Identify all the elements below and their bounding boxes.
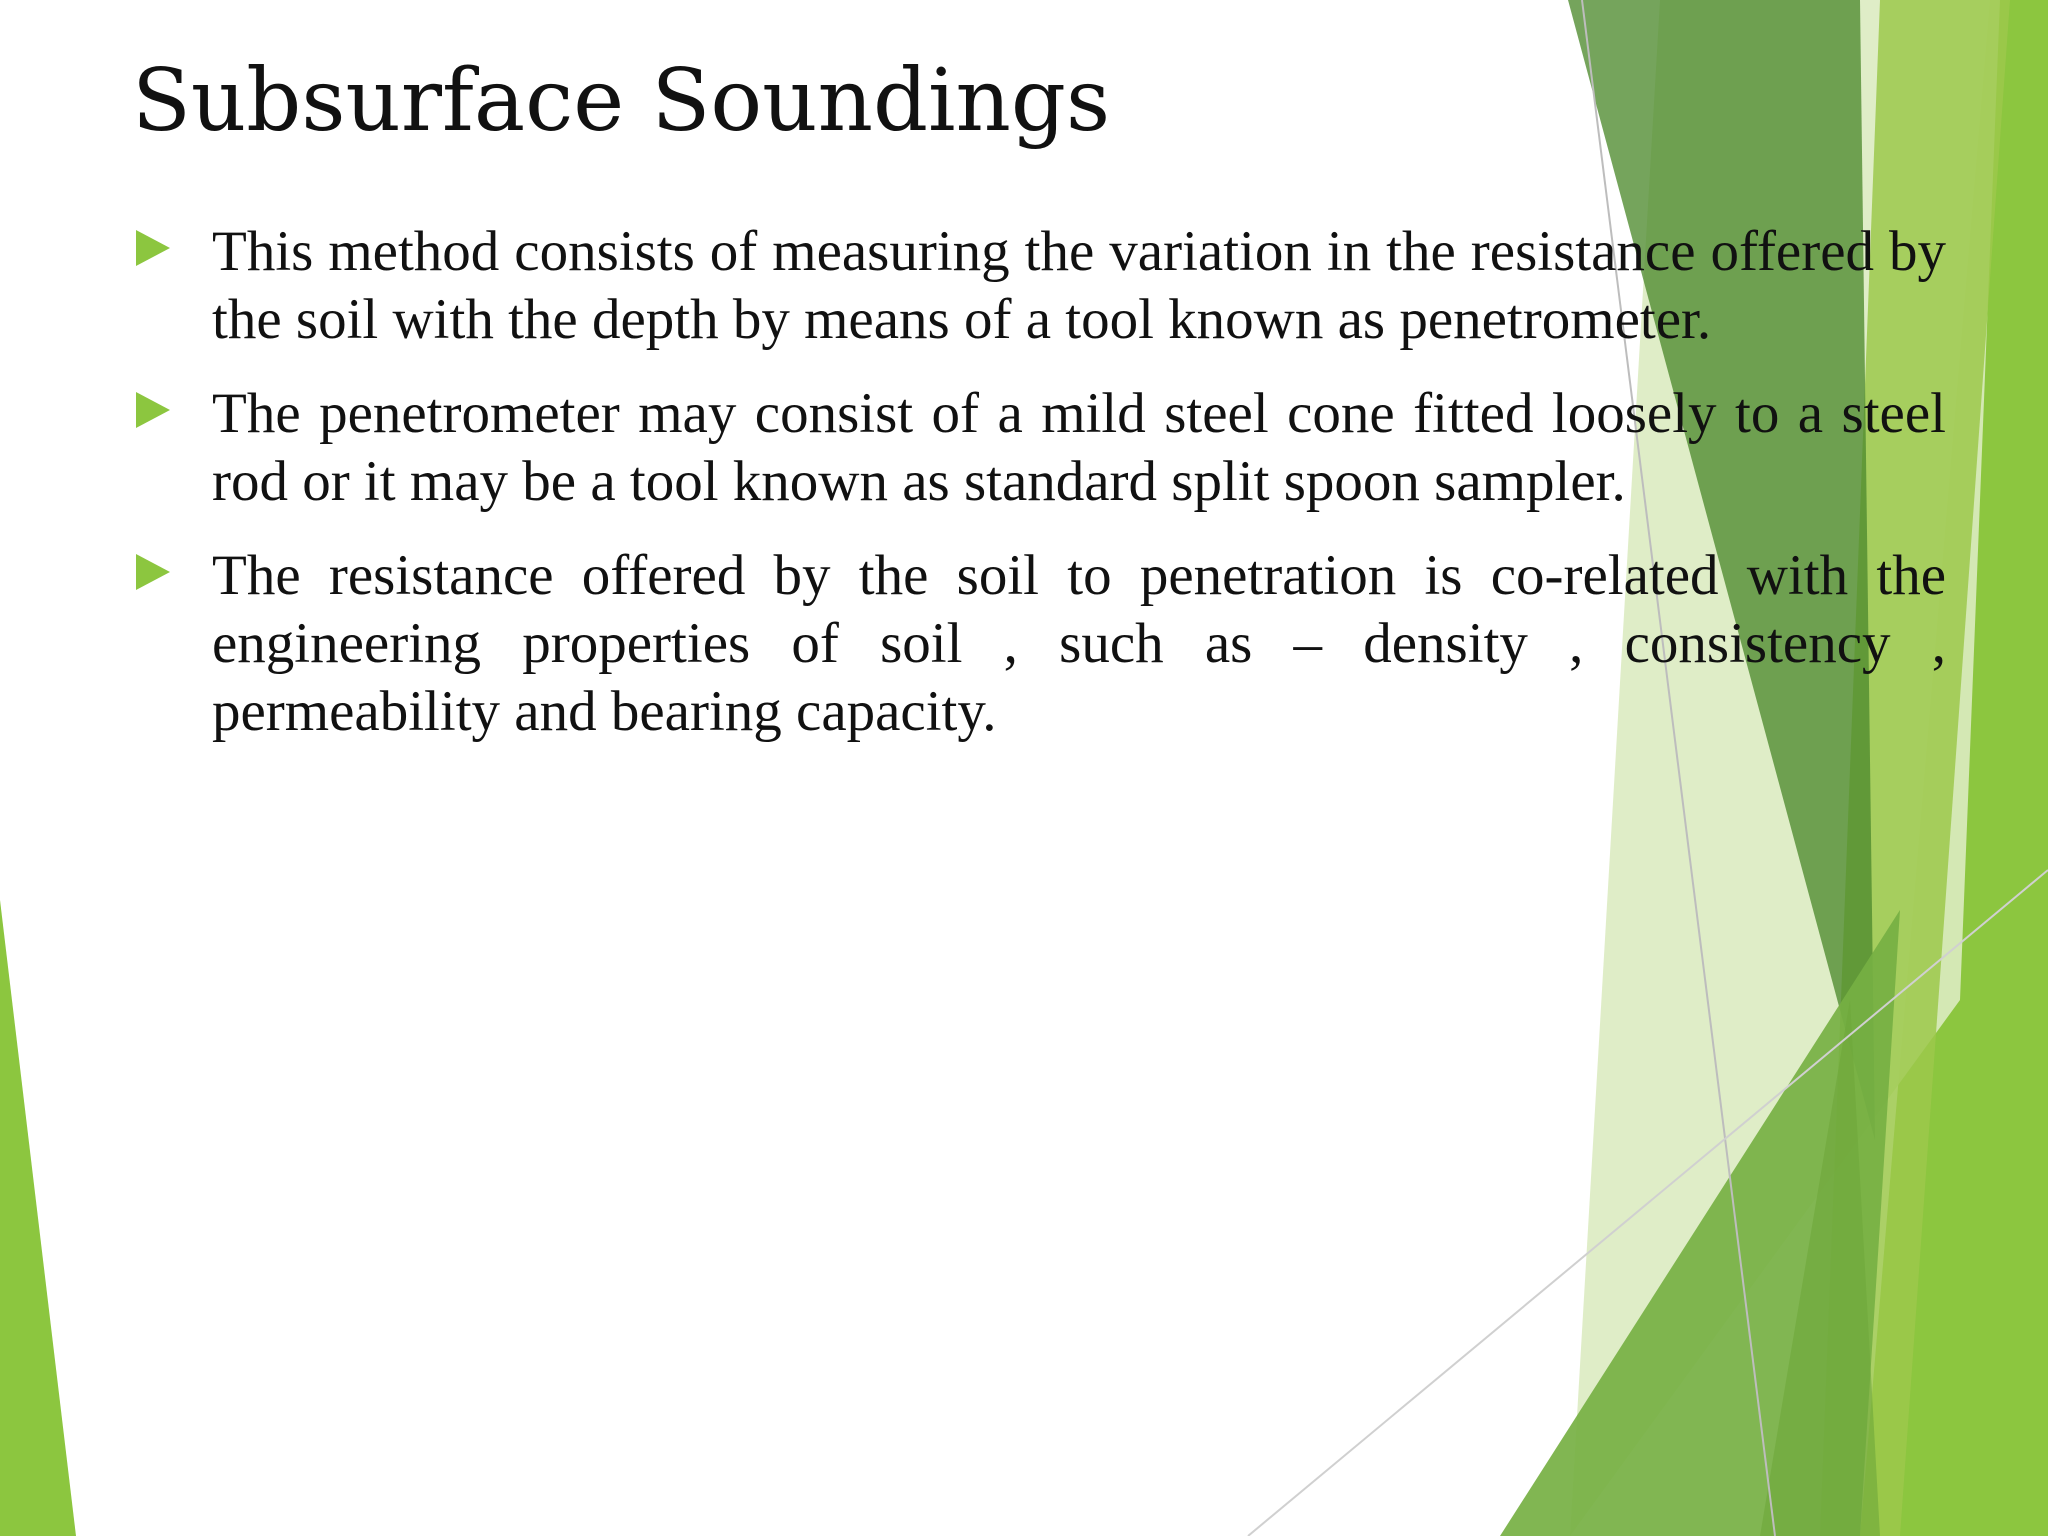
bullet-text: The penetrometer may consist of a mild steel cone fitted loosely to a steel rod or it may be a tool known as standard split spoon sampler. <box>212 382 1946 513</box>
bullet-item <box>134 380 1946 516</box>
bullet-item <box>134 218 1946 354</box>
slide-title: Subsurface Soundings <box>132 51 1111 151</box>
triangle-right-icon <box>136 554 170 590</box>
bullet-item <box>134 542 1946 746</box>
bullet-text: This method consists of measuring the variation in the resistance offered by the soil with the depth by means of a tool known as penetrometer. <box>212 220 1946 351</box>
bullet-text: The resistance offered by the soil to penetration is co-related with the engineering properties of soil , such as – density , consistency , permeability and bearing capacity. <box>212 544 1946 743</box>
bullet-list <box>134 218 1946 772</box>
triangle-right-icon <box>136 392 170 428</box>
triangle-right-icon <box>136 230 170 266</box>
facet-left-green <box>0 900 76 1536</box>
